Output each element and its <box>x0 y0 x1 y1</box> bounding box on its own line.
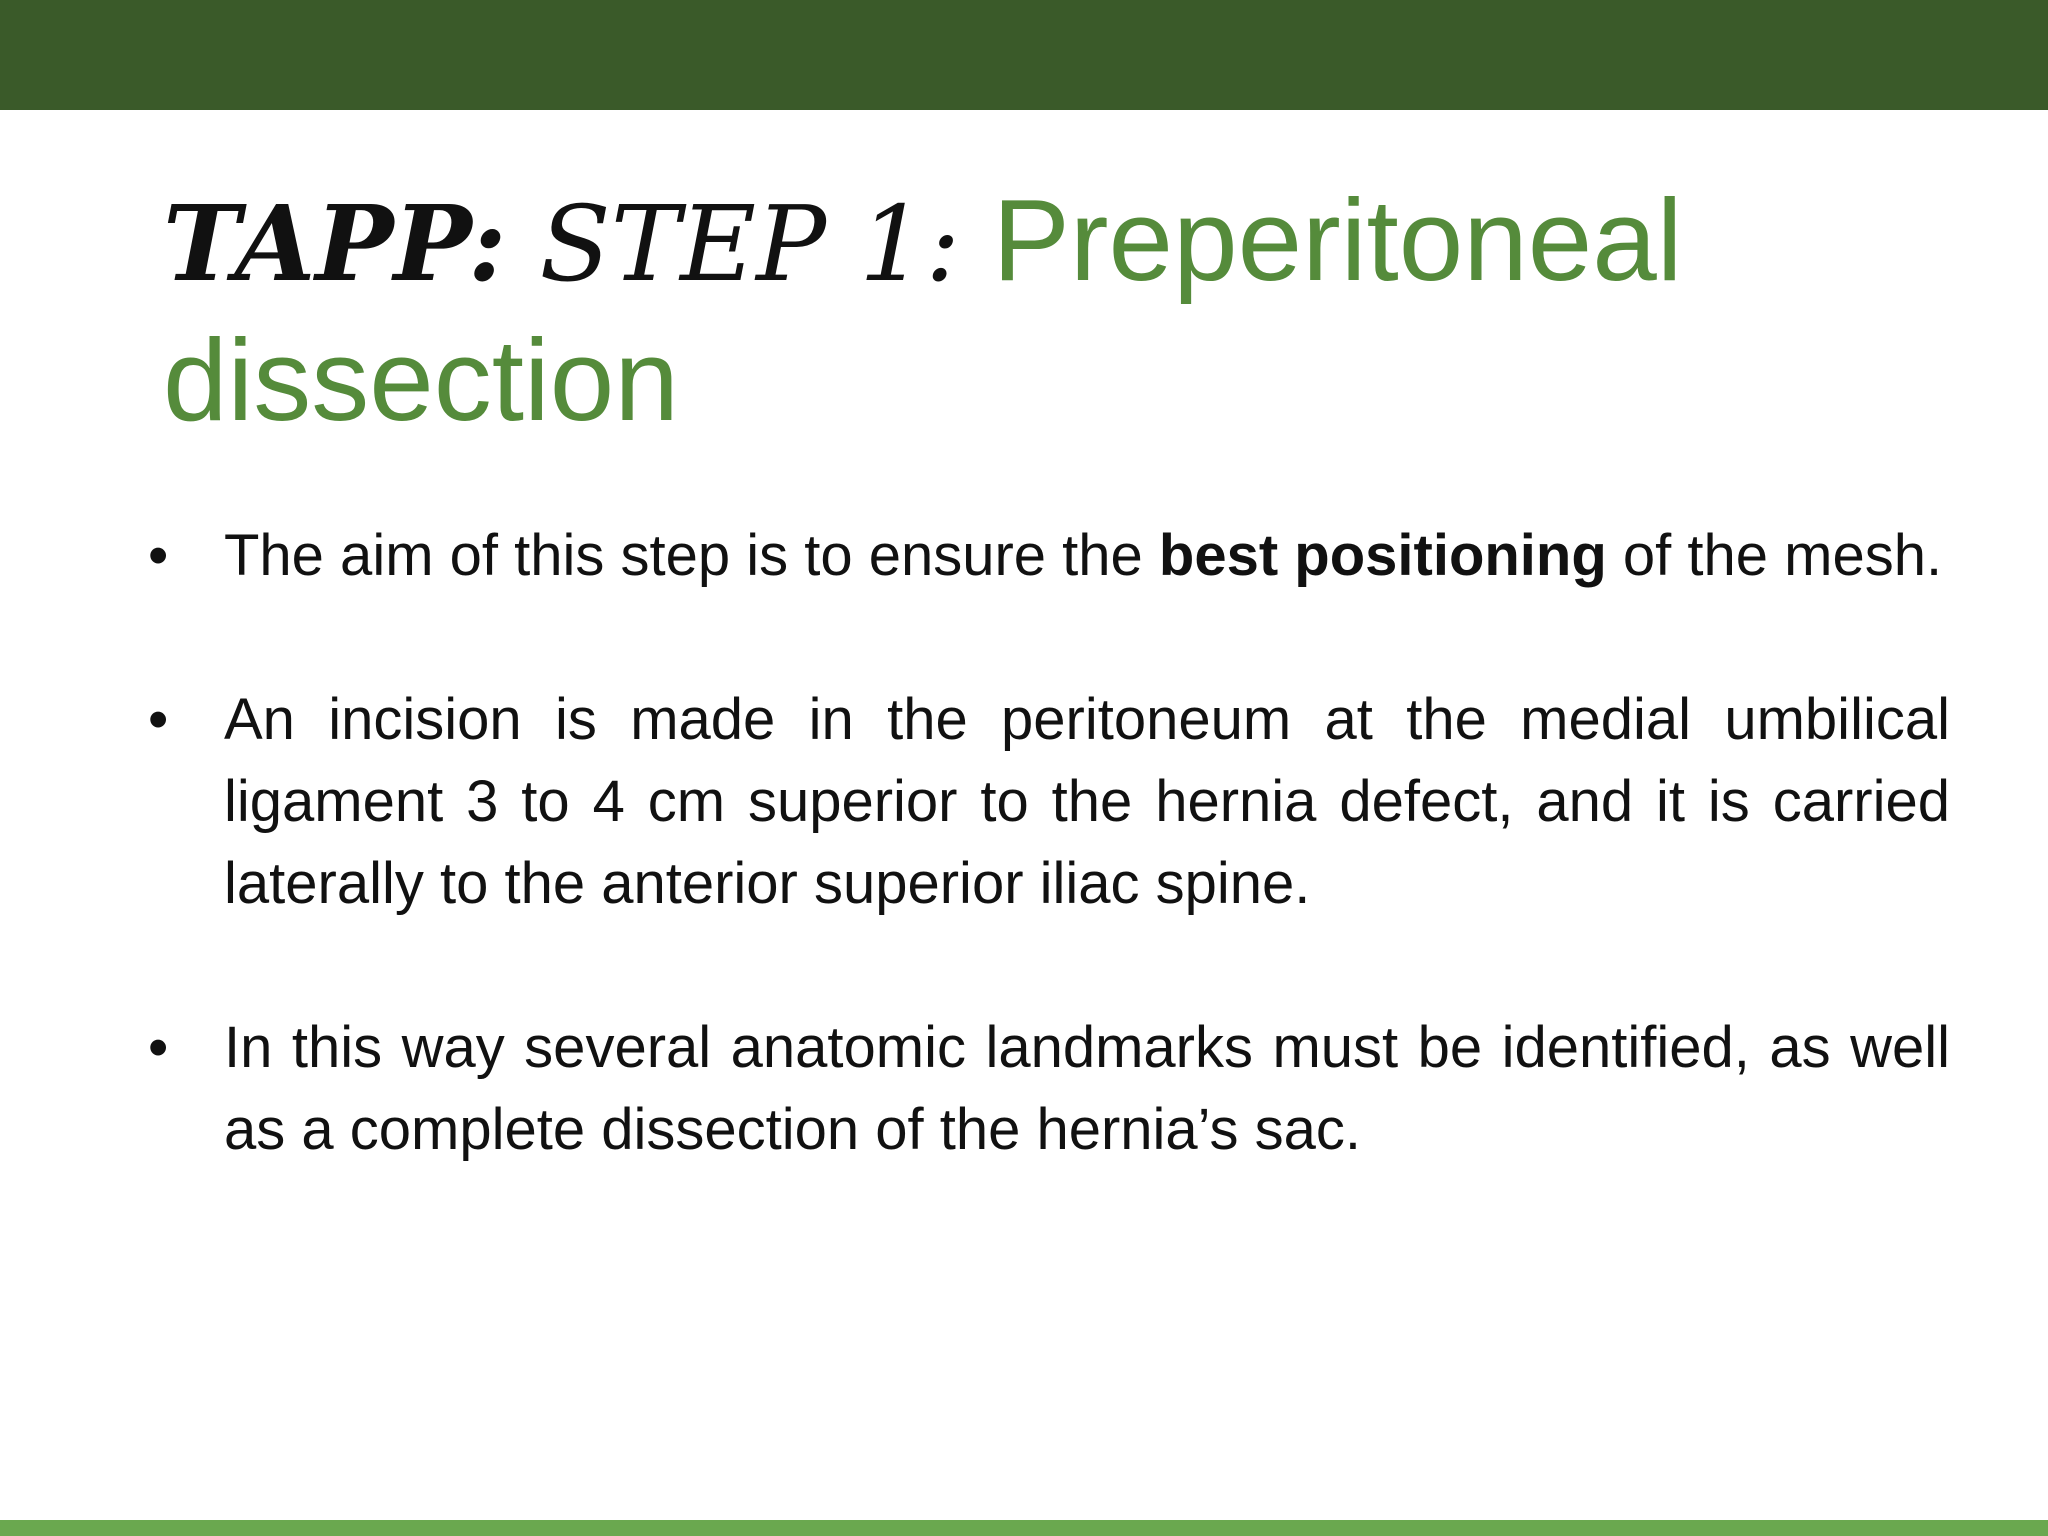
bullet-list <box>140 515 1950 1171</box>
top-header-bar <box>0 0 2048 110</box>
title-topic: Preperitoneal dissection <box>163 175 1683 445</box>
bullet-item-3 <box>140 1007 1950 1171</box>
bottom-footer-bar <box>0 1520 2048 1536</box>
slide-title <box>163 172 1863 448</box>
bullet-1-bold-text: best positioning <box>1158 523 1607 588</box>
bullet-1-text-start: The aim of this step is to ensure the <box>224 523 1159 588</box>
title-tapp: TAPP: <box>163 182 507 305</box>
bullet-1-text-end: of the mesh. <box>1606 523 1943 588</box>
bullet-3-text: In this way several anatomic landmarks must be identified, as well as a complete dissection of the hernia’s sac. <box>224 1015 1950 1162</box>
bullet-marker: • <box>148 1015 169 1080</box>
bullet-item-2 <box>140 679 1950 925</box>
bullet-marker: • <box>148 687 169 752</box>
bullet-marker: • <box>148 523 169 588</box>
bullet-item-1 <box>140 515 1950 597</box>
title-step: STEP 1: <box>506 183 961 305</box>
bullet-2-text: An incision is made in the peritoneum at the medial umbilical ligament 3 to 4 cm superior to the hernia defect, and it is carried laterally to the anterior superior iliac spine. <box>224 687 1950 916</box>
